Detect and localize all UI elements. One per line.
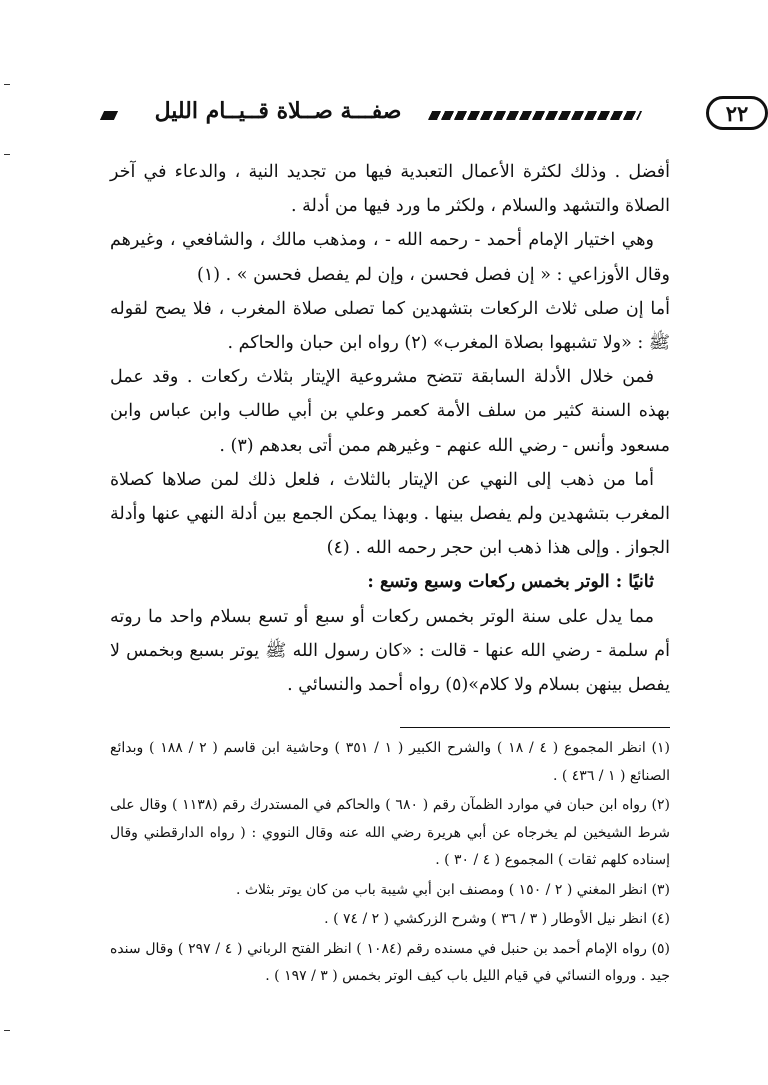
- header-ornament-left: [100, 111, 118, 120]
- footnote: (٢) رواه ابن حبان في موارد الظمآن رقم ( ٦٨٠ ) والحاكم في المستدرك رقم (١١٣٨ ) وقال على شرط الشيخين لم يخرجاه عن أبي هريرة رضي الله عنه وقال النووي : ( رواه الدارقطني وقال إسناده كلهم ثقات ) المجموع ( ٤ / ٣٠ ) .: [110, 797, 670, 868]
- footnote-separator: [400, 727, 670, 728]
- paragraph: مما يدل على سنة الوتر بخمس ركعات أو سبع أو تسع بسلام واحد ما روته أم سلمة - رضي الله عنها - قالت : «كان رسول الله ﷺ يوتر بسبع وبخمس لا يفصل بينهن بسلام ولا كلام»(٥) رواه أحمد والنسائي .: [110, 606, 670, 696]
- page-number: ٢٢: [706, 96, 768, 130]
- paragraph: فمن خلال الأدلة السابقة تتضح مشروعية الإيتار بثلاث ركعات . وقد عمل بهذه السنة كثير من سلف الأمة كعمر وعلي بن أبي طالب وابن عباس وابن مسعود وأنس - رضي الله عنهم - وغيرهم ممن أتى بعدهم (٣) .: [110, 367, 670, 456]
- paragraph: أما من ذهب إلى النهي عن الإيتار بالثلاث ، فلعل ذلك لمن صلاها كصلاة المغرب بتشهدين ولم يفصل بينها . وبهذا يمكن الجمع بين أدلة النهي عنها وأدلة الجواز . وإلى هذا ذهب ابن حجر رحمه الله . (٤): [110, 469, 670, 559]
- running-title: صفـــة صــلاة قــيــام الليل: [154, 98, 402, 124]
- footnotes: [110, 735, 670, 993]
- scan-margin-mark: [4, 1030, 10, 1031]
- section-subheading: ثانيًا : الوتر بخمس ركعات وسبع وتسع :: [367, 572, 654, 593]
- header-ornament-dashes: [428, 111, 642, 120]
- footnote: (٣) انظر المغني ( ٢ / ١٥٠ ) ومصنف ابن أبي شيبة باب من كان يوتر بثلاث .: [235, 881, 670, 898]
- scan-margin-mark: [4, 154, 10, 155]
- running-header: [100, 94, 749, 134]
- paragraph: أفضل . وذلك لكثرة الأعمال التعبدية فيها من تجديد النية ، والدعاء في آخر الصلاة والتشهد والسلام ، ولكثر ما ورد فيها من أدلة .: [110, 162, 670, 217]
- paragraph: أما إن صلى ثلاث الركعات بتشهدين كما تصلى صلاة المغرب ، فلا يصح لقوله ﷺ : «ولا تشبهوا بصلاة المغرب» (٢) رواه ابن حبان والحاكم .: [110, 298, 670, 354]
- paragraph: وهي اختيار الإمام أحمد - رحمه الله - ، ومذهب مالك ، والشافعي ، وغيرهم وقال الأوزاعي : « إن فصل فحسن ، وإن لم يفصل فحسن » . (١): [110, 230, 670, 285]
- main-text: [110, 155, 670, 702]
- footnote: (٤) انظر نيل الأوطار ( ٣ / ٣٦ ) وشرح الزركشي ( ٢ / ٧٤ ) .: [324, 911, 670, 927]
- scan-margin-mark: [4, 84, 10, 85]
- footnote: (١) انظر المجموع ( ٤ / ١٨ ) والشرح الكبير ( ١ / ٣٥١ ) وحاشية ابن قاسم ( ٢ / ١٨٨ ) وبدائع الصنائع ( ١ / ٤٣٦ ) .: [110, 740, 670, 784]
- footnote: (٥) رواه الإمام أحمد بن حنبل في مسنده رقم (١٠٨٤ ) انظر الفتح الرباني ( ٤ / ٢٩٧ ) وقال سنده جيد . ورواه النسائي في قيام الليل باب كيف الوتر بخمس ( ٣ / ١٩٧ ) .: [110, 940, 670, 984]
